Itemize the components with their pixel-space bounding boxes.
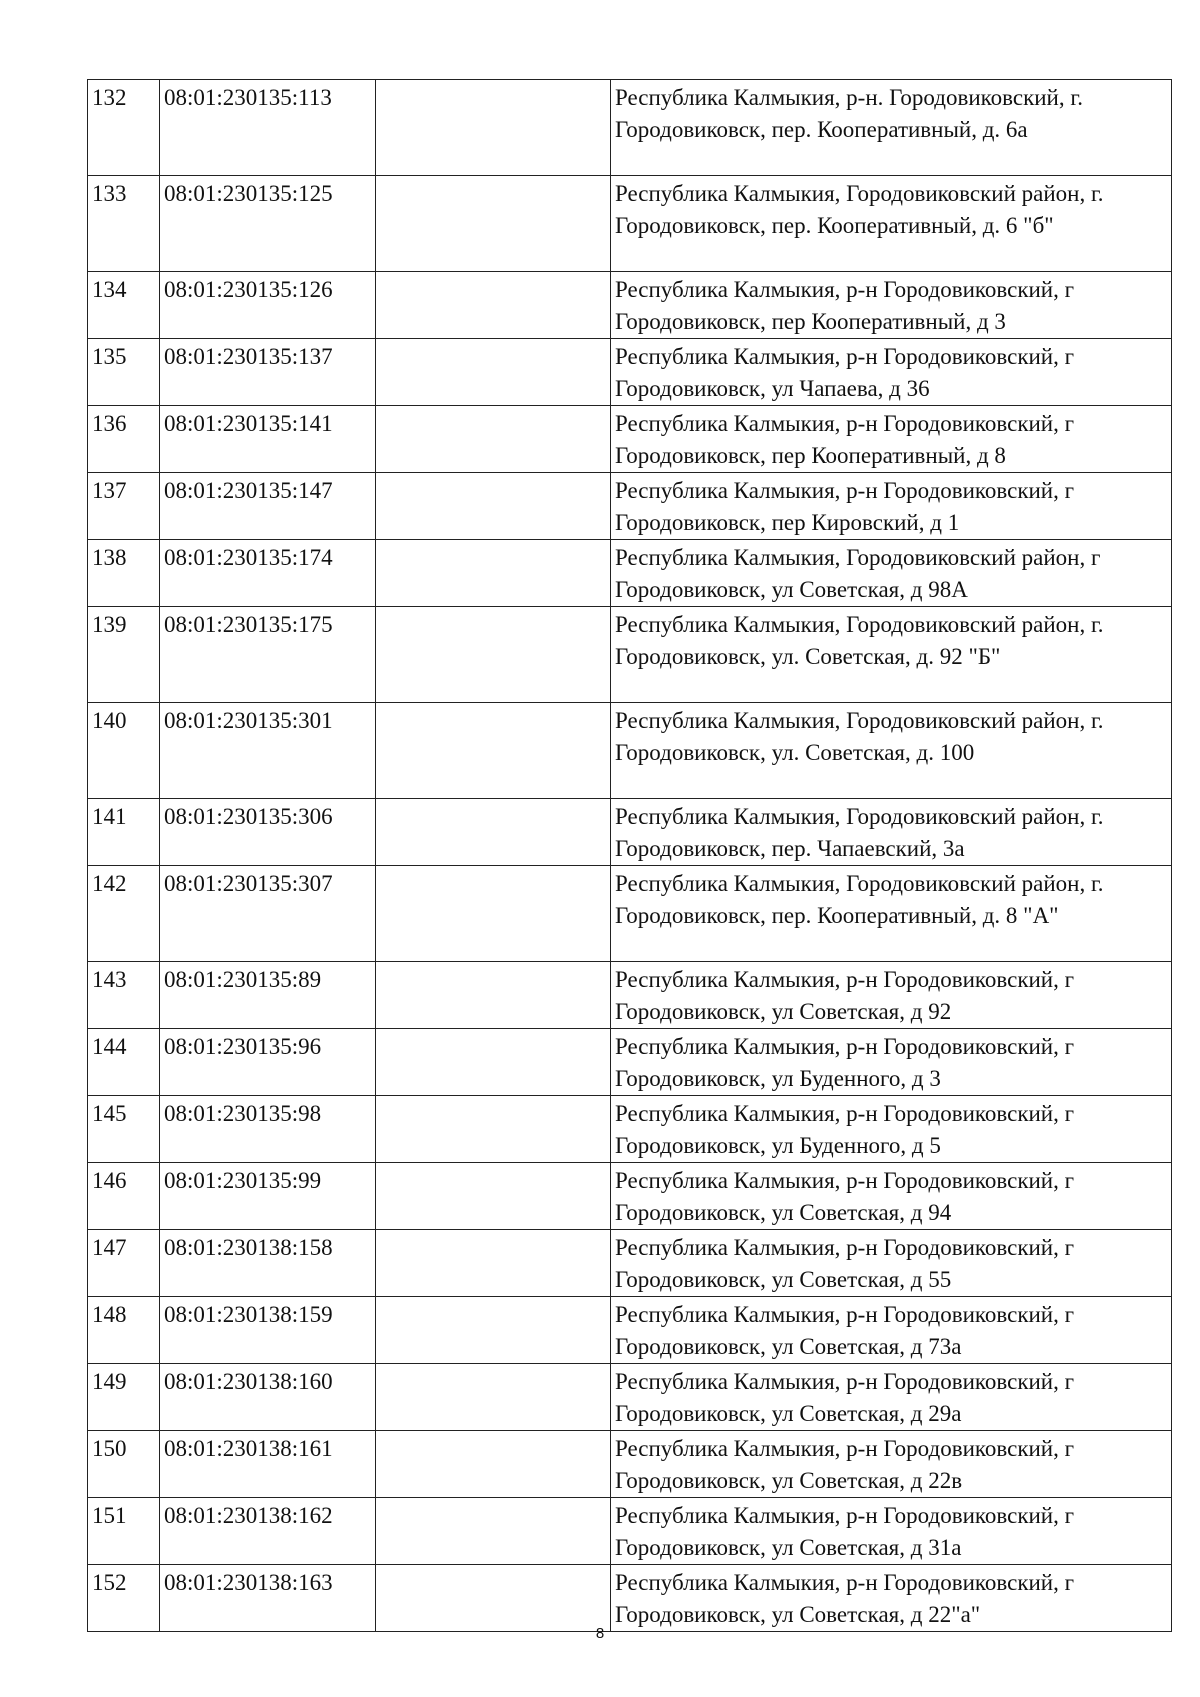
address: Республика Калмыкия, Городовиковский район, г. Городовиковск, ул. Советская, д. 92 "Б": [611, 607, 1172, 703]
table-row: [88, 339, 1172, 406]
row-number: 137: [88, 473, 160, 540]
address: Республика Калмыкия, р-н Городовиковский, г Городовиковск, ул Чапаева, д 36: [611, 339, 1172, 406]
row-number: 134: [88, 272, 160, 339]
cadastral-number: 08:01:230135:147: [160, 473, 376, 540]
cadastral-number: 08:01:230135:113: [160, 80, 376, 176]
empty-cell: [376, 866, 611, 962]
row-number: 139: [88, 607, 160, 703]
cadastral-number: 08:01:230138:163: [160, 1565, 376, 1632]
address: Республика Калмыкия, Городовиковский район, г Городовиковск, ул Советская, д 98А: [611, 540, 1172, 607]
cadastral-number: 08:01:230138:162: [160, 1498, 376, 1565]
row-number: 147: [88, 1230, 160, 1297]
row-number: 132: [88, 80, 160, 176]
table-row: [88, 473, 1172, 540]
empty-cell: [376, 1230, 611, 1297]
empty-cell: [376, 703, 611, 799]
cadastral-number: 08:01:230135:126: [160, 272, 376, 339]
empty-cell: [376, 1297, 611, 1364]
cadastral-number: 08:01:230135:175: [160, 607, 376, 703]
table-row: [88, 962, 1172, 1029]
table-row: [88, 1498, 1172, 1565]
table-row: [88, 1029, 1172, 1096]
table-row: [88, 406, 1172, 473]
table-row: [88, 607, 1172, 703]
address: Республика Калмыкия, р-н Городовиковский, г Городовиковск, ул Буденного, д 3: [611, 1029, 1172, 1096]
cadastral-number: 08:01:230135:137: [160, 339, 376, 406]
table-row: [88, 1163, 1172, 1230]
address: Республика Калмыкия, р-н Городовиковский, г Городовиковск, ул Советская, д 29а: [611, 1364, 1172, 1431]
row-number: 143: [88, 962, 160, 1029]
address: Республика Калмыкия, р-н Городовиковский, г Городовиковск, ул Буденного, д 5: [611, 1096, 1172, 1163]
address: Республика Калмыкия, р-н Городовиковский, г Городовиковск, ул Советская, д 73а: [611, 1297, 1172, 1364]
address: Республика Калмыкия, р-н Городовиковский, г Городовиковск, пер Кооперативный, д 8: [611, 406, 1172, 473]
address: Республика Калмыкия, р-н Городовиковский, г Городовиковск, пер Кооперативный, д 3: [611, 272, 1172, 339]
empty-cell: [376, 406, 611, 473]
address: Республика Калмыкия, Городовиковский район, г. Городовиковск, пер. Кооперативный, д. 6 "б": [611, 176, 1172, 272]
empty-cell: [376, 473, 611, 540]
empty-cell: [376, 607, 611, 703]
row-number: 140: [88, 703, 160, 799]
row-number: 138: [88, 540, 160, 607]
table-row: [88, 866, 1172, 962]
table-row: [88, 1096, 1172, 1163]
row-number: 136: [88, 406, 160, 473]
table-row: [88, 80, 1172, 176]
table-row: [88, 1297, 1172, 1364]
empty-cell: [376, 1163, 611, 1230]
empty-cell: [376, 1096, 611, 1163]
row-number: 135: [88, 339, 160, 406]
cadastral-number: 08:01:230138:158: [160, 1230, 376, 1297]
table-row: [88, 1431, 1172, 1498]
table-row: [88, 1565, 1172, 1632]
address: Республика Калмыкия, р-н Городовиковский, г Городовиковск, ул Советская, д 22в: [611, 1431, 1172, 1498]
address: Республика Калмыкия, р-н Городовиковский, г Городовиковск, ул Советская, д 94: [611, 1163, 1172, 1230]
table-row: [88, 540, 1172, 607]
empty-cell: [376, 1364, 611, 1431]
row-number: 133: [88, 176, 160, 272]
empty-cell: [376, 799, 611, 866]
parcel-table: [87, 79, 1172, 1632]
cadastral-number: 08:01:230135:96: [160, 1029, 376, 1096]
cadastral-number: 08:01:230135:98: [160, 1096, 376, 1163]
table-row: [88, 1364, 1172, 1431]
empty-cell: [376, 272, 611, 339]
cadastral-number: 08:01:230135:141: [160, 406, 376, 473]
empty-cell: [376, 1498, 611, 1565]
row-number: 144: [88, 1029, 160, 1096]
cadastral-number: 08:01:230135:301: [160, 703, 376, 799]
empty-cell: [376, 962, 611, 1029]
empty-cell: [376, 1029, 611, 1096]
address: Республика Калмыкия, р-н Городовиковский, г Городовиковск, пер Кировский, д 1: [611, 473, 1172, 540]
row-number: 141: [88, 799, 160, 866]
table-row: [88, 272, 1172, 339]
cadastral-number: 08:01:230135:99: [160, 1163, 376, 1230]
cadastral-number: 08:01:230135:89: [160, 962, 376, 1029]
page-number: 8: [595, 1625, 605, 1642]
cadastral-number: 08:01:230138:161: [160, 1431, 376, 1498]
empty-cell: [376, 339, 611, 406]
address: Республика Калмыкия, р-н Городовиковский, г Городовиковск, ул Советская, д 92: [611, 962, 1172, 1029]
table-row: [88, 176, 1172, 272]
empty-cell: [376, 1565, 611, 1632]
address: Республика Калмыкия, р-н Городовиковский, г Городовиковск, ул Советская, д 31а: [611, 1498, 1172, 1565]
row-number: 150: [88, 1431, 160, 1498]
empty-cell: [376, 1431, 611, 1498]
row-number: 142: [88, 866, 160, 962]
address: Республика Калмыкия, Городовиковский район, г. Городовиковск, пер. Кооперативный, д. 8 "А": [611, 866, 1172, 962]
empty-cell: [376, 540, 611, 607]
address: Республика Калмыкия, р-н Городовиковский, г Городовиковск, ул Советская, д 55: [611, 1230, 1172, 1297]
cadastral-number: 08:01:230135:307: [160, 866, 376, 962]
table-row: [88, 1230, 1172, 1297]
address: Республика Калмыкия, Городовиковский район, г. Городовиковск, ул. Советская, д. 100: [611, 703, 1172, 799]
cadastral-number: 08:01:230135:306: [160, 799, 376, 866]
cadastral-number: 08:01:230135:174: [160, 540, 376, 607]
row-number: 146: [88, 1163, 160, 1230]
table-row: [88, 703, 1172, 799]
empty-cell: [376, 176, 611, 272]
row-number: 148: [88, 1297, 160, 1364]
address: Республика Калмыкия, р-н. Городовиковский, г. Городовиковск, пер. Кооперативный, д. 6а: [611, 80, 1172, 176]
empty-cell: [376, 80, 611, 176]
cadastral-number: 08:01:230138:159: [160, 1297, 376, 1364]
cadastral-number: 08:01:230135:125: [160, 176, 376, 272]
cadastral-number: 08:01:230138:160: [160, 1364, 376, 1431]
row-number: 149: [88, 1364, 160, 1431]
table-row: [88, 799, 1172, 866]
address: Республика Калмыкия, Городовиковский район, г. Городовиковск, пер. Чапаевский, 3а: [611, 799, 1172, 866]
row-number: 152: [88, 1565, 160, 1632]
row-number: 151: [88, 1498, 160, 1565]
address: Республика Калмыкия, р-н Городовиковский, г Городовиковск, ул Советская, д 22"а": [611, 1565, 1172, 1632]
row-number: 145: [88, 1096, 160, 1163]
